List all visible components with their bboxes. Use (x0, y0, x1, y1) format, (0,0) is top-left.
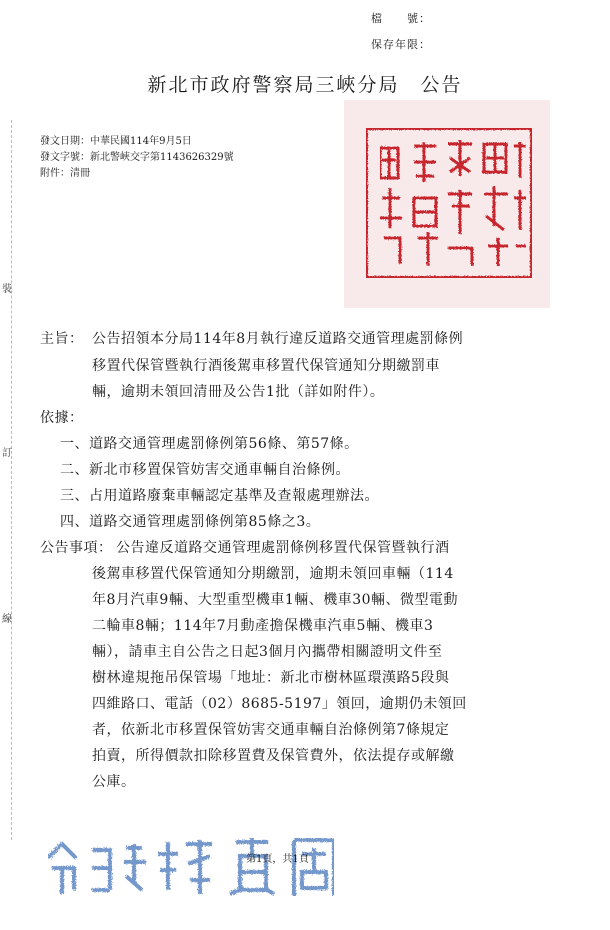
notice-label: 公告事項： (40, 540, 113, 556)
basis-item: 二、新北市移置保管妨害交通車輛自治條例。 (60, 462, 350, 478)
notice-line: 四維路口、電話（02）8685-5197」領回，逾期仍未領回 (92, 696, 467, 712)
basis-label: 依據： (40, 410, 84, 426)
notice-line: 輛），請車主自公告之日起3個月內攜帶相關證明文件至 (92, 644, 443, 660)
binding-mark-middle: 訂 (2, 448, 12, 459)
subject-line: 公告招領本分局114年8月執行違反道路交通管理處罰條例 (92, 331, 464, 347)
binding-line (11, 120, 12, 840)
notice-line: 二輪車8輛；114年7月動產擔保機車汽車5輛、機車3 (92, 618, 434, 634)
basis-item: 一、道路交通管理處罰條例第56條、第57條。 (60, 436, 359, 452)
subject-label: 主旨： (40, 331, 84, 347)
issue-date: 發文日期：中華民國114年9月5日 (40, 136, 192, 147)
page-number: 第1頁，共1頁 (246, 854, 309, 865)
subject-line: 輛，逾期未領回清冊及公告1批（詳如附件）。 (92, 384, 385, 400)
notice-line: 公告違反道路交通管理處罰條例移置代保管暨執行酒 (116, 540, 450, 556)
document-title: 新北市政府警察局三峽分局 公告 (147, 74, 463, 96)
notice-line: 樹林違規拖吊保管場「地址：新北市樹林區環漢路5段與 (92, 670, 450, 686)
retention-period-label: 保存年限： (371, 38, 431, 51)
official-seal (342, 98, 552, 310)
issue-number: 發文字號：新北警峽交字第1143626329號 (40, 152, 234, 163)
basis-item: 四、道路交通管理處罰條例第85條之3。 (60, 514, 321, 530)
notice-line: 後駕車移置代保管通知分期繳罰，逾期未領回車輛（114 (92, 566, 454, 582)
file-number-label: 檔 號： (371, 12, 431, 25)
binding-mark-bottom: 線 (2, 614, 12, 625)
attachment-label: 附件：清冊 (40, 168, 90, 179)
notice-line: 拍賣，所得價款扣除移置費及保管費外，依法提存或解繳 (92, 748, 455, 764)
signature-stamp (40, 828, 354, 904)
basis-item: 三、占用道路廢棄車輛認定基準及查報處理辦法。 (60, 488, 379, 504)
subject-line: 移置代保管暨執行酒後駕車移置代保管通知分期繳罰車 (92, 358, 440, 374)
notice-line: 公庫。 (92, 774, 136, 790)
notice-line: 年8月汽車9輛、大型重型機車1輛、機車30輛、微型電動 (92, 592, 459, 608)
binding-mark-top: 裝 (2, 284, 12, 295)
notice-line: 者，依新北市移置保管妨害交通車輛自治條例第7條規定 (92, 722, 450, 738)
